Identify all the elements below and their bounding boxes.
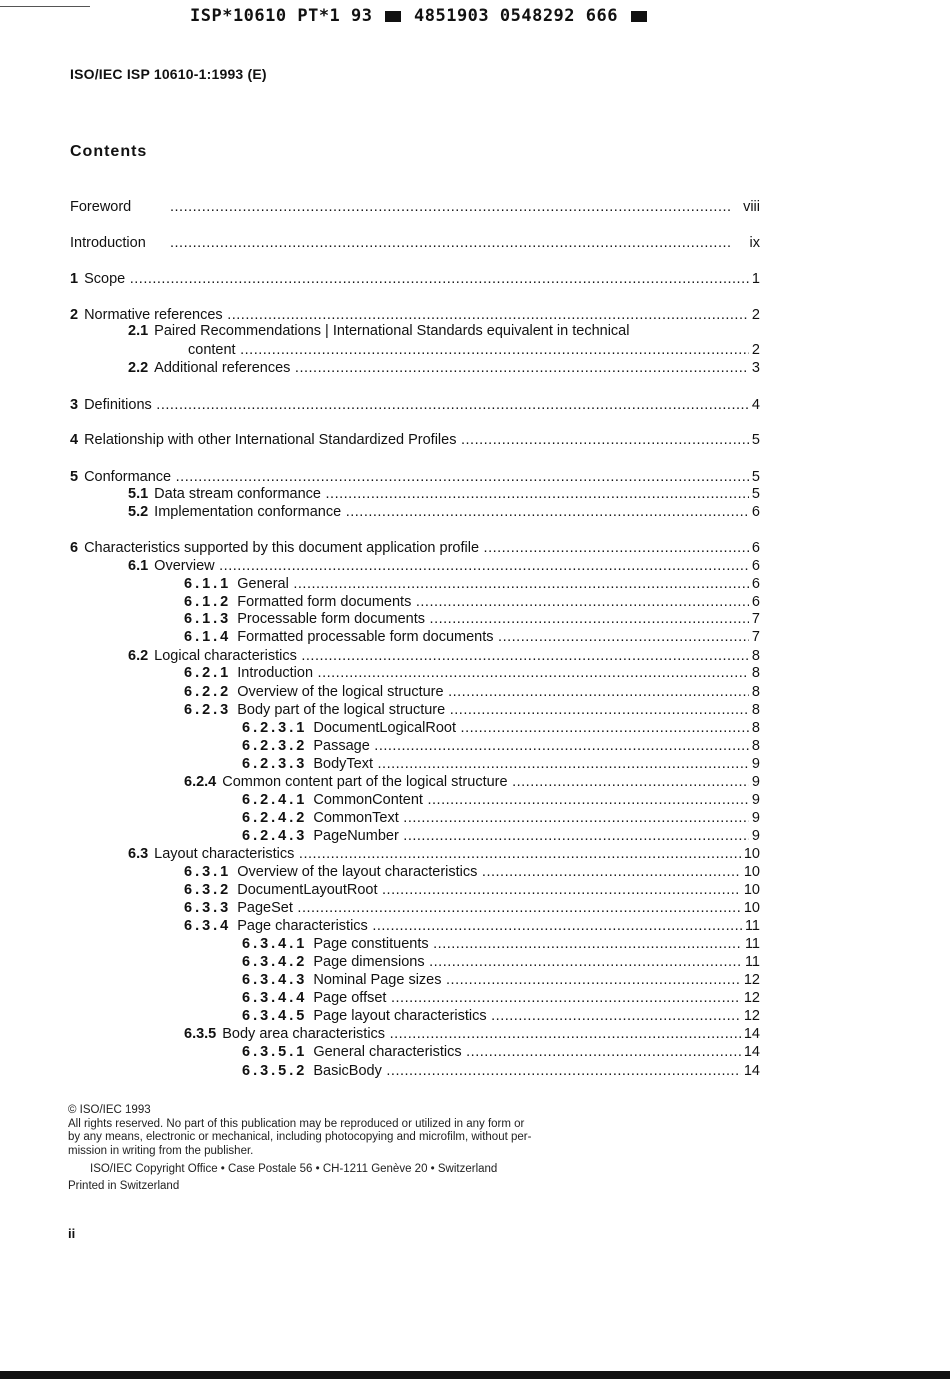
toc-entry: [70, 683, 760, 701]
toc-entry: [70, 503, 760, 521]
toc-entry-label: [184, 593, 760, 611]
toc-section-number: 6.1.2: [184, 594, 232, 610]
copyright-office-address: ISO/IEC Copyright Office • Case Postale 56 • CH-1211 Genève 20 • Switzerland: [90, 1163, 498, 1175]
toc-section-number: 6: [70, 540, 79, 556]
toc-section-title: Processable form documents: [237, 611, 426, 627]
toc-entry: [70, 935, 760, 953]
toc-section-number: 6.1.4: [184, 629, 232, 645]
toc-section-title: Foreword: [70, 199, 132, 215]
toc-page-number: 4: [749, 396, 760, 414]
toc-entry-label: [242, 737, 760, 755]
toc-page-number: 14: [741, 1062, 760, 1080]
toc-section-title: CommonContent: [313, 792, 423, 808]
toc-section-number: 6.3: [128, 846, 149, 862]
toc-page-number: 5: [749, 485, 760, 503]
toc-entry-label: [70, 431, 760, 449]
toc-section-title: Overview: [154, 558, 215, 574]
toc-section-number: 6.2.3.1: [242, 720, 308, 736]
toc-entry-label: [128, 503, 760, 521]
toc-page-number: 10: [741, 845, 760, 863]
toc-section-title: Layout characteristics: [154, 846, 295, 862]
black-block: [631, 11, 647, 22]
toc-page-number: 12: [741, 989, 760, 1007]
rights-line: mission in writing from the publisher.: [68, 1144, 254, 1157]
toc-entry: [70, 539, 760, 557]
toc-page-number: 6: [749, 557, 760, 575]
toc-entry: [70, 396, 760, 414]
toc-section-number: 1: [70, 271, 79, 287]
toc-section-title: PageNumber: [313, 828, 399, 844]
toc-section-title: Passage: [313, 738, 370, 754]
toc-section-title: Common content part of the logical structure: [222, 774, 508, 790]
toc-page-number: 8: [749, 647, 760, 665]
toc-section-title: Logical characteristics: [154, 648, 297, 664]
toc-entry: [70, 485, 760, 503]
toc-section-number: 6.3.5.2: [242, 1063, 308, 1079]
toc-entry: [70, 575, 760, 593]
toc-section-number: 6.2.4.3: [242, 828, 308, 844]
toc-entry-label: [184, 881, 760, 899]
toc-page-number: 11: [742, 917, 760, 935]
toc-section-number: 5: [70, 469, 79, 485]
toc-section-title: Normative references: [84, 307, 223, 323]
rights-line: All rights reserved. No part of this publication may be reproduced or utilized in any form or: [68, 1117, 525, 1130]
toc-section-title: Introduction: [237, 665, 314, 681]
toc-entry: [70, 468, 760, 486]
toc-section-title: Paired Recommendations | International Standards equivalent in technical: [154, 323, 630, 339]
toc-page-number: 9: [749, 827, 760, 845]
toc-page-number: 6: [749, 539, 760, 557]
toc-entry-label: [184, 1025, 760, 1043]
toc-section-number: 6.2: [128, 648, 149, 664]
toc-section-number: 2.2: [128, 360, 149, 376]
toc-entry: [70, 270, 760, 288]
toc-entry-label: [184, 575, 760, 593]
toc-entry: [70, 917, 760, 935]
toc-entry-label: [242, 755, 760, 773]
document-code-tail: 4851903 0548292 666: [414, 6, 618, 26]
toc-section-number: 6.1: [128, 558, 149, 574]
toc-entry-label: [184, 610, 760, 628]
toc-page-number: 7: [749, 610, 760, 628]
toc-entry: [70, 845, 760, 863]
toc-page-number: 12: [741, 971, 760, 989]
toc-section-number: 3: [70, 397, 79, 413]
toc-section-number: 5.2: [128, 504, 149, 520]
toc-page-number: 11: [742, 953, 760, 971]
toc-section-title: Conformance: [84, 469, 172, 485]
toc-entry-label: [70, 270, 760, 288]
toc-section-number: 6.3.3: [184, 900, 232, 916]
toc-section-number: 6.3.2: [184, 882, 232, 898]
toc-section-title: General characteristics: [313, 1044, 462, 1060]
toc-entry: [70, 431, 760, 449]
toc-page-number: 9: [749, 755, 760, 773]
copyright-notice: [68, 1104, 628, 1193]
toc-section-title: Page dimensions: [313, 954, 425, 970]
toc-page-number: 6: [749, 575, 760, 593]
toc-section-number: 4: [70, 432, 79, 448]
toc-page-number: 10: [741, 881, 760, 899]
toc-entry: [70, 989, 760, 1007]
toc-section-title: Data stream conformance: [154, 486, 321, 502]
toc-page-number: 5: [749, 431, 760, 449]
toc-entry: [70, 610, 760, 628]
toc-entry: [70, 899, 760, 917]
toc-section-number: 6.3.4.3: [242, 972, 308, 988]
toc-section-number: 6.3.4.4: [242, 990, 308, 1006]
toc-section-title: Implementation conformance: [154, 504, 342, 520]
toc-entry: [70, 881, 760, 899]
toc-section-number: 6.2.4.1: [242, 792, 308, 808]
toc-entry: [70, 234, 760, 252]
toc-entry-label: [184, 899, 760, 917]
toc-page-number: 5: [749, 468, 760, 486]
toc-page-number: ix: [747, 234, 760, 252]
toc-section-title: Introduction: [70, 235, 146, 251]
document-code: ISP*10610 PT*1 93: [190, 6, 373, 26]
toc-entry: [70, 198, 760, 216]
standard-id: ISO/IEC ISP 10610-1:1993 (E): [70, 66, 267, 82]
toc-section-number: 6.2.3: [184, 702, 232, 718]
toc-page-number: 1: [749, 270, 760, 288]
toc-entry: [70, 647, 760, 665]
toc-entry: [70, 359, 760, 377]
toc-section-title: General: [237, 576, 289, 592]
toc-page-number: 8: [749, 737, 760, 755]
toc-page-number: 6: [749, 593, 760, 611]
toc-entry: [70, 1007, 760, 1025]
toc-entry-label: [128, 322, 629, 340]
toc-entry: [70, 628, 760, 646]
toc-page-number: 9: [749, 773, 760, 791]
toc-section-title: Relationship with other International Standardized Profiles: [84, 432, 457, 448]
toc-entry-label: [184, 773, 760, 791]
toc-section-number: 6.1.1: [184, 576, 232, 592]
toc-section-title: DocumentLayoutRoot: [237, 882, 378, 898]
toc-entry-label: [242, 1062, 760, 1080]
toc-section-number: 6.1.3: [184, 611, 232, 627]
toc-page-number: 8: [749, 719, 760, 737]
toc-section-number: 2: [70, 307, 79, 323]
toc-entry-label: [242, 827, 760, 845]
toc-section-number: 6.3.5: [184, 1026, 217, 1042]
toc-entry-label: [184, 863, 760, 881]
toc-section-number: 6.2.4.2: [242, 810, 308, 826]
toc-entry-label: [242, 719, 760, 737]
toc-page-number: 9: [749, 791, 760, 809]
toc-entry-label: [242, 971, 760, 989]
toc-page-number: 11: [742, 935, 760, 953]
toc-entry: [70, 322, 760, 340]
toc-section-title: Formatted processable form documents: [237, 629, 494, 645]
toc-entry-label: [128, 359, 760, 377]
toc-entry-label: [242, 935, 760, 953]
toc-entry-label: [128, 557, 760, 575]
toc-entry-label: [184, 683, 760, 701]
toc-leader-dots: [170, 234, 730, 252]
black-block: [385, 11, 401, 22]
toc-entry: [70, 701, 760, 719]
toc-page-number: 2: [749, 306, 760, 324]
toc-section-number: 2.1: [128, 323, 149, 339]
toc-section-title: Scope: [84, 271, 126, 287]
toc-entry-label: [184, 628, 760, 646]
toc-entry-label: [242, 791, 760, 809]
toc-entry-label: [188, 341, 760, 359]
toc-entry-label: [128, 845, 760, 863]
toc-page-number: 14: [741, 1025, 760, 1043]
toc-page-number: viii: [740, 198, 760, 216]
toc-page-number: 10: [741, 863, 760, 881]
toc-section-number: 6.3.4: [184, 918, 232, 934]
toc-section-number: 6.2.3.3: [242, 756, 308, 772]
toc-page-number: 7: [749, 628, 760, 646]
toc-entry-label: [184, 701, 760, 719]
toc-entry: [70, 341, 760, 359]
page-number: ii: [68, 1226, 76, 1241]
toc-entry-label: [242, 1043, 760, 1061]
toc-page-number: 10: [741, 899, 760, 917]
toc-section-title: CommonText: [313, 810, 399, 826]
toc-page-number: 6: [749, 503, 760, 521]
toc-section-title: content: [188, 342, 236, 358]
toc-entry: [70, 664, 760, 682]
toc-section-number: 6.3.4.5: [242, 1008, 308, 1024]
toc-section-number: 6.3.1: [184, 864, 232, 880]
toc-section-title: Overview of the logical structure: [237, 684, 444, 700]
toc-entry: [70, 971, 760, 989]
toc-section-title: DocumentLogicalRoot: [313, 720, 457, 736]
document-code-line: [190, 6, 649, 26]
toc-entry: [70, 1062, 760, 1080]
toc-entry: [70, 1043, 760, 1061]
toc-page-number: 3: [749, 359, 760, 377]
toc-section-title: BodyText: [313, 756, 373, 772]
toc-entry: [70, 773, 760, 791]
toc-entry: [70, 791, 760, 809]
toc-section-title: Body area characteristics: [222, 1026, 386, 1042]
toc-section-number: 6.3.5.1: [242, 1044, 308, 1060]
toc-entry: [70, 737, 760, 755]
toc-entry-label: [70, 468, 760, 486]
toc-entry-label: [242, 953, 760, 971]
toc-page-number: 2: [749, 341, 760, 359]
toc-section-number: 6.2.4: [184, 774, 217, 790]
toc-section-title: Additional references: [154, 360, 291, 376]
toc-entry-label: [128, 485, 760, 503]
toc-page-number: 8: [749, 664, 760, 682]
toc-entry: [70, 809, 760, 827]
toc-entry-label: [184, 664, 760, 682]
toc-section-title: Page constituents: [313, 936, 429, 952]
toc-section-number: 6.2.1: [184, 665, 232, 681]
toc-entry: [70, 719, 760, 737]
toc-entry-label: [242, 989, 760, 1007]
toc-page-number: 14: [741, 1043, 760, 1061]
toc-page-number: 8: [749, 683, 760, 701]
toc-entry-label: [70, 396, 760, 414]
contents-title: Contents: [70, 143, 148, 160]
toc-entry: [70, 827, 760, 845]
toc-leader-dots: [170, 198, 730, 216]
toc-entry: [70, 557, 760, 575]
toc-section-title: PageSet: [237, 900, 293, 916]
toc-section-title: Page offset: [313, 990, 387, 1006]
toc-section-number: 6.2.2: [184, 684, 232, 700]
toc-section-title: BasicBody: [313, 1063, 382, 1079]
toc-section-title: Overview of the layout characteristics: [237, 864, 478, 880]
toc-section-title: Nominal Page sizes: [313, 972, 442, 988]
copyright-line: © ISO/IEC 1993: [68, 1104, 151, 1116]
toc-section-title: Page characteristics: [237, 918, 368, 934]
toc-section-title: Page layout characteristics: [313, 1008, 487, 1024]
toc-entry: [70, 953, 760, 971]
toc-section-number: 5.1: [128, 486, 149, 502]
rights-line: by any means, electronic or mechanical, including photocopying and microfilm, without per-: [68, 1131, 532, 1143]
toc-entry-label: [128, 647, 760, 665]
toc-entry-label: [242, 809, 760, 827]
toc-section-number: 6.3.4.1: [242, 936, 308, 952]
toc-section-title: Body part of the logical structure: [237, 702, 446, 718]
toc-entry-label: [242, 1007, 760, 1025]
toc-entry: [70, 863, 760, 881]
toc-section-title: Formatted form documents: [237, 594, 412, 610]
toc-entry-label: [184, 917, 760, 935]
printed-in: Printed in Switzerland: [68, 1179, 180, 1192]
toc-page-number: 9: [749, 809, 760, 827]
toc-entry: [70, 593, 760, 611]
toc-section-number: 6.3.4.2: [242, 954, 308, 970]
toc-section-title: Definitions: [84, 397, 152, 413]
toc-entry: [70, 1025, 760, 1043]
toc-page-number: 12: [741, 1007, 760, 1025]
toc-section-title: Characteristics supported by this document application profile: [84, 540, 480, 556]
toc-entry-label: [70, 539, 760, 557]
toc-section-number: 6.2.3.2: [242, 738, 308, 754]
toc-entry: [70, 755, 760, 773]
toc-page-number: 8: [749, 701, 760, 719]
top-rule: [0, 6, 90, 7]
bottom-rule: [0, 1371, 950, 1379]
